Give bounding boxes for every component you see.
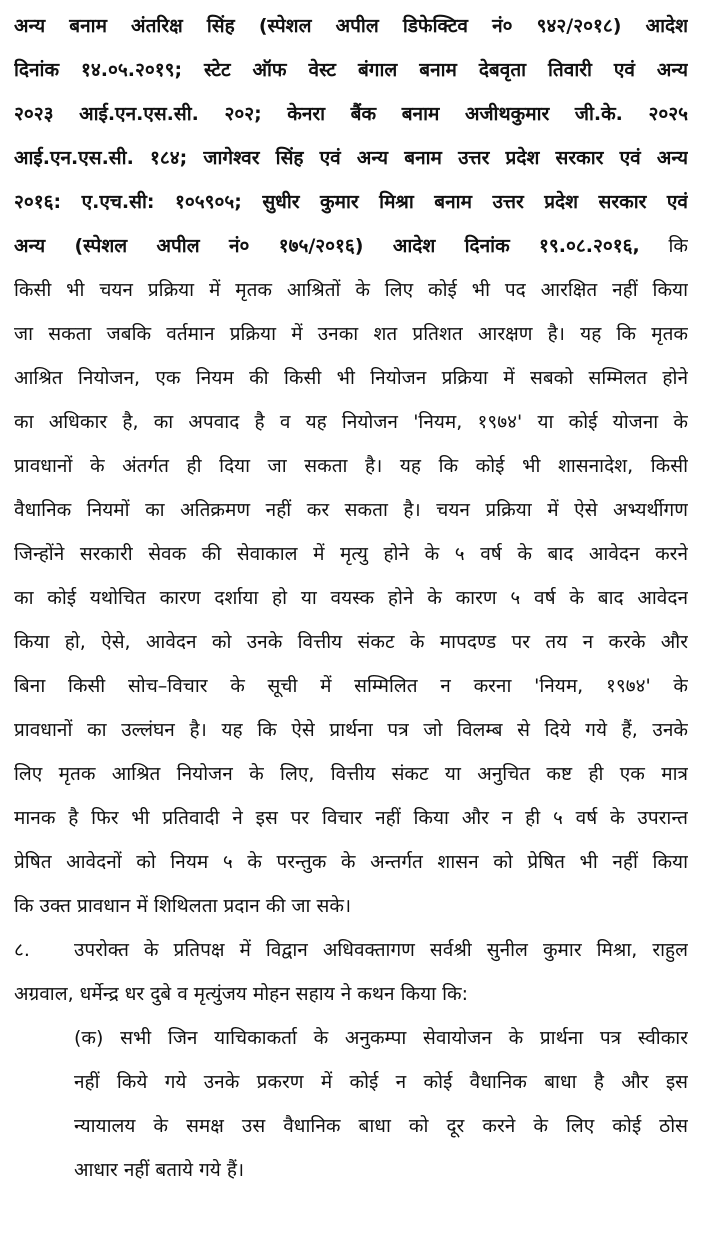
paragraph-line: [14, 314, 688, 354]
paragraph-number: ८.: [14, 939, 30, 961]
paragraph-line: [14, 138, 688, 178]
sub-item-a-line: नहीं किये गये उनके प्रकरण में कोई न कोई वैधानिक बाधा है और इस: [74, 1071, 688, 1093]
paragraph-line: [14, 358, 688, 398]
paragraph-line: [14, 50, 688, 90]
bold-text: अन्य बनाम अंतरिक्ष सिंह (स्पेशल अपील डिफेक्टिव नं० ९४२/२०१८) आदेश: [14, 15, 688, 37]
paragraph-line: [14, 226, 688, 266]
normal-text: प्रावधानों का उल्लंघन है। यह कि ऐसे प्रार्थना पत्र जो विलम्ब से दिये गये हैं, उनके: [14, 719, 688, 741]
paragraph-line: [14, 666, 688, 706]
normal-text: मानक है फिर भी प्रतिवादी ने इस पर विचार नहीं किया और न ही ५ वर्ष के उपरान्त: [14, 807, 688, 829]
paragraph-line: [14, 842, 688, 882]
paragraph-line: [14, 886, 688, 926]
paragraph-line: [14, 754, 688, 794]
normal-text: आश्रित नियोजन, एक नियम की किसी भी नियोजन प्रक्रिया में सबको सम्मिलत होने: [14, 367, 688, 389]
normal-text: जिन्होंने सरकारी सेवक की सेवाकाल में मृत्यु होने के ५ वर्ष के बाद आवेदन करने: [14, 543, 688, 565]
paragraph-line: [14, 6, 688, 46]
normal-text: का अधिकार है, का अपवाद है व यह नियोजन 'नियम, १९७४' या कोई योजना के: [14, 411, 688, 433]
paragraph-line: [14, 182, 688, 222]
paragraph-line: [14, 446, 688, 486]
sub-item-a-line: (क) सभी जिन याचिकाकर्ता के अनुकम्पा सेवायोजन के प्रार्थना पत्र स्वीकार: [74, 1027, 688, 1049]
normal-text: जा सकता जबकि वर्तमान प्रक्रिया में उनका शत प्रतिशत आरक्षण है। यह कि मृतक: [14, 323, 688, 345]
normal-text: का कोई यथोचित कारण दर्शाया हो या वयस्क होने के कारण ५ वर्ष के बाद आवेदन: [14, 587, 688, 609]
paragraph-line: [14, 578, 688, 618]
bold-text: २०१६: ए.एच.सी: १०५९०५; सुधीर कुमार मिश्रा बनाम उत्तर प्रदेश सरकार एवं: [14, 191, 688, 213]
normal-text: किया हो, ऐसे, आवेदन को उनके वित्तीय संकट के मापदण्ड पर तय न करके और: [14, 631, 688, 653]
bold-text: दिनांक १४.०५.२०१९; स्टेट ऑफ वेस्ट बंगाल बनाम देबवृता तिवारी एवं अन्य: [14, 59, 688, 81]
paragraph-line: [14, 798, 688, 838]
paragraph-line: [14, 490, 688, 530]
normal-text: लिए मृतक आश्रित नियोजन के लिए, वित्तीय संकट या अनुचित कष्ट ही एक मात्र: [14, 763, 688, 785]
paragraph-line: [14, 534, 688, 574]
normal-text: किसी भी चयन प्रक्रिया में मृतक आश्रितों के लिए कोई भी पद आरक्षित नहीं किया: [14, 279, 688, 301]
bold-text: २०२३ आई.एन.एस.सी. २०२; केनरा बैंक बनाम अजीथकुमार जी.के. २०२५: [14, 103, 688, 125]
paragraph-line: [14, 94, 688, 134]
paragraph-line: [14, 622, 688, 662]
bold-text: अन्य (स्पेशल अपील नं० १७५/२०१६) आदेश दिनांक १९.०८.२०१६,: [14, 235, 640, 257]
paragraph-line: [14, 710, 688, 750]
paragraph-8-line-2: अग्रवाल, धर्मेन्द्र धर दुबे व मृत्युंजय मोहन सहाय ने कथन किया कि:: [14, 983, 469, 1005]
bold-text: आई.एन.एस.सी. १८४; जागेश्वर सिंह एवं अन्य बनाम उत्तर प्रदेश सरकार एवं अन्य: [14, 147, 688, 169]
sub-item-a-line: न्यायालय के समक्ष उस वैधानिक बाधा को दूर करने के लिए कोई ठोस: [74, 1115, 688, 1137]
normal-text: बिना किसी सोच–विचार के सूची में सम्मिलित न करना 'नियम, १९७४' के: [14, 675, 688, 697]
normal-text: कि: [639, 235, 688, 257]
paragraph-line: [14, 402, 688, 442]
sub-item-a-line: आधार नहीं बताये गये हैं।: [74, 1159, 245, 1181]
paragraph-line: [14, 270, 688, 310]
normal-text: कि उक्त प्रावधान में शिथिलता प्रदान की जा सके।: [14, 895, 352, 917]
normal-text: वैधानिक नियमों का अतिक्रमण नहीं कर सकता है। चयन प्रक्रिया में ऐसे अभ्यर्थीगण: [14, 499, 688, 521]
normal-text: प्रावधानों के अंतर्गत ही दिया जा सकता है। यह कि कोई भी शासनादेश, किसी: [14, 455, 688, 477]
paragraph-8-line-1: उपरोक्त के प्रतिपक्ष में विद्वान अधिवक्तागण सर्वश्री सुनील कुमार मिश्रा, राहुल: [74, 939, 688, 961]
normal-text: प्रेषित आवेदनों को नियम ५ के परन्तुक के अन्तर्गत शासन को प्रेषित भी नहीं किया: [14, 851, 688, 873]
